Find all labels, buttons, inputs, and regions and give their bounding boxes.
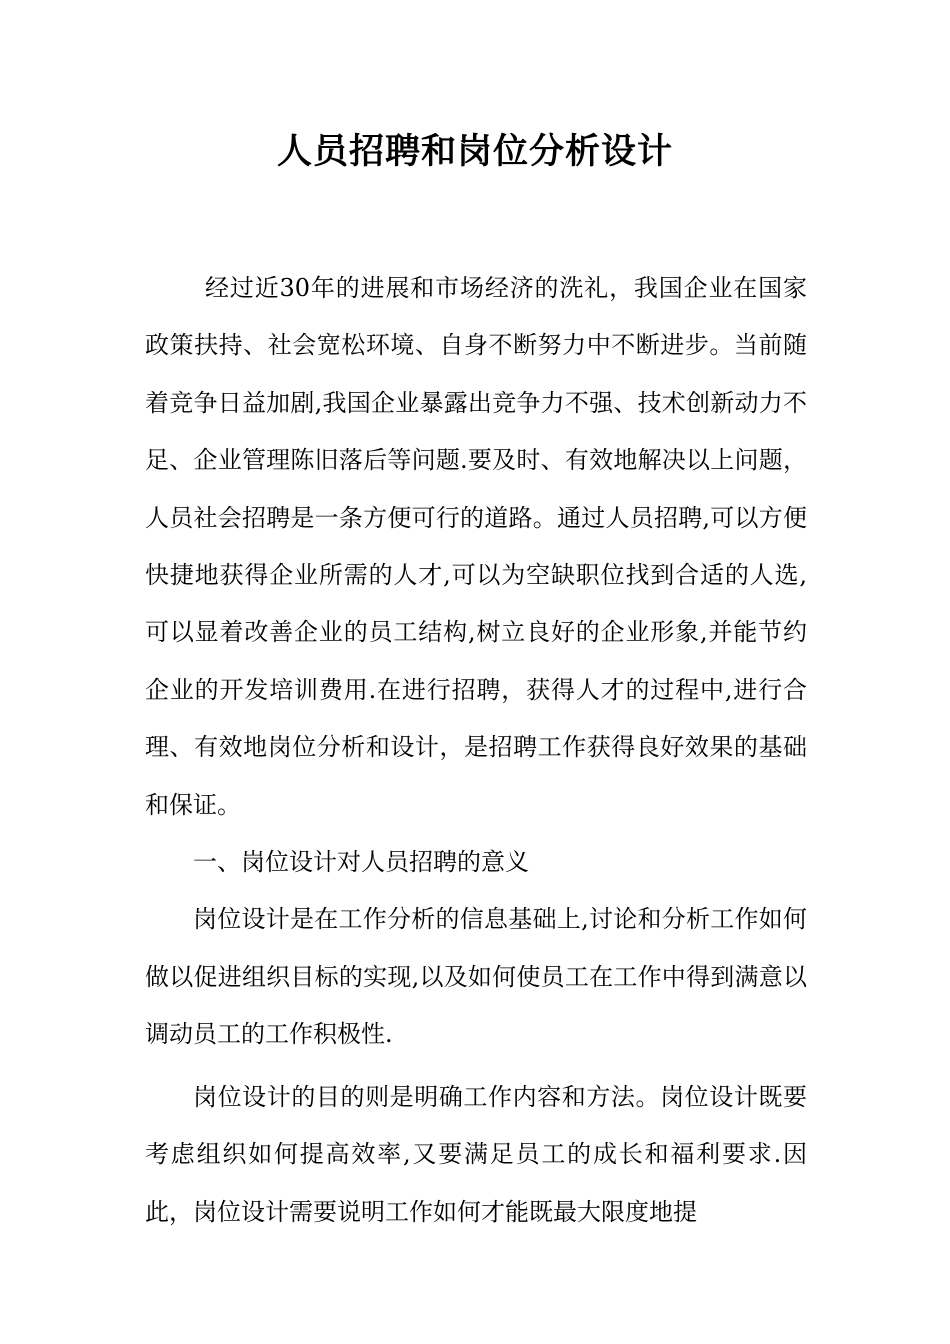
- paragraph-job-design-purpose: 岗位设计的目的则是明确工作内容和方法。岗位设计既要考虑组织如何提高效率,又要满足员工的成长和福利要求.因此，岗位设计需要说明工作如何才能既最大限度地提: [145, 1082, 807, 1226]
- paragraph-job-design-definition: 岗位设计是在工作分析的信息基础上,讨论和分析工作如何做以促进组织目标的实现,以及如何使员工在工作中得到满意以调动员工的工作积极性.: [145, 905, 807, 1049]
- paragraph-intro: 经过近30年的进展和市场经济的洗礼，我国企业在国家政策扶持、社会宽松环境、自身不断努力中不断进步。当前随着竞争日益加剧,我国企业暴露出竞争力不强、技术创新动力不足、企业管理陈旧落后等问题.要及时、有效地解决以上问题，人员社会招聘是一条方便可行的道路。通过人员招聘,可以方便快捷地获得企业所需的人才,可以为空缺职位找到合适的人选,可以显着改善企业的员工结构,树立良好的企业形象,并能节约企业的开发培训费用.在进行招聘，获得人才的过程中,进行合理、有效地岗位分析和设计，是招聘工作获得良好效果的基础和保证。: [145, 274, 807, 819]
- section-heading: 一、岗位设计对人员招聘的意义: [193, 848, 529, 877]
- document-title: 人员招聘和岗位分析设计: [276, 132, 673, 172]
- document-body: [145, 260, 807, 1241]
